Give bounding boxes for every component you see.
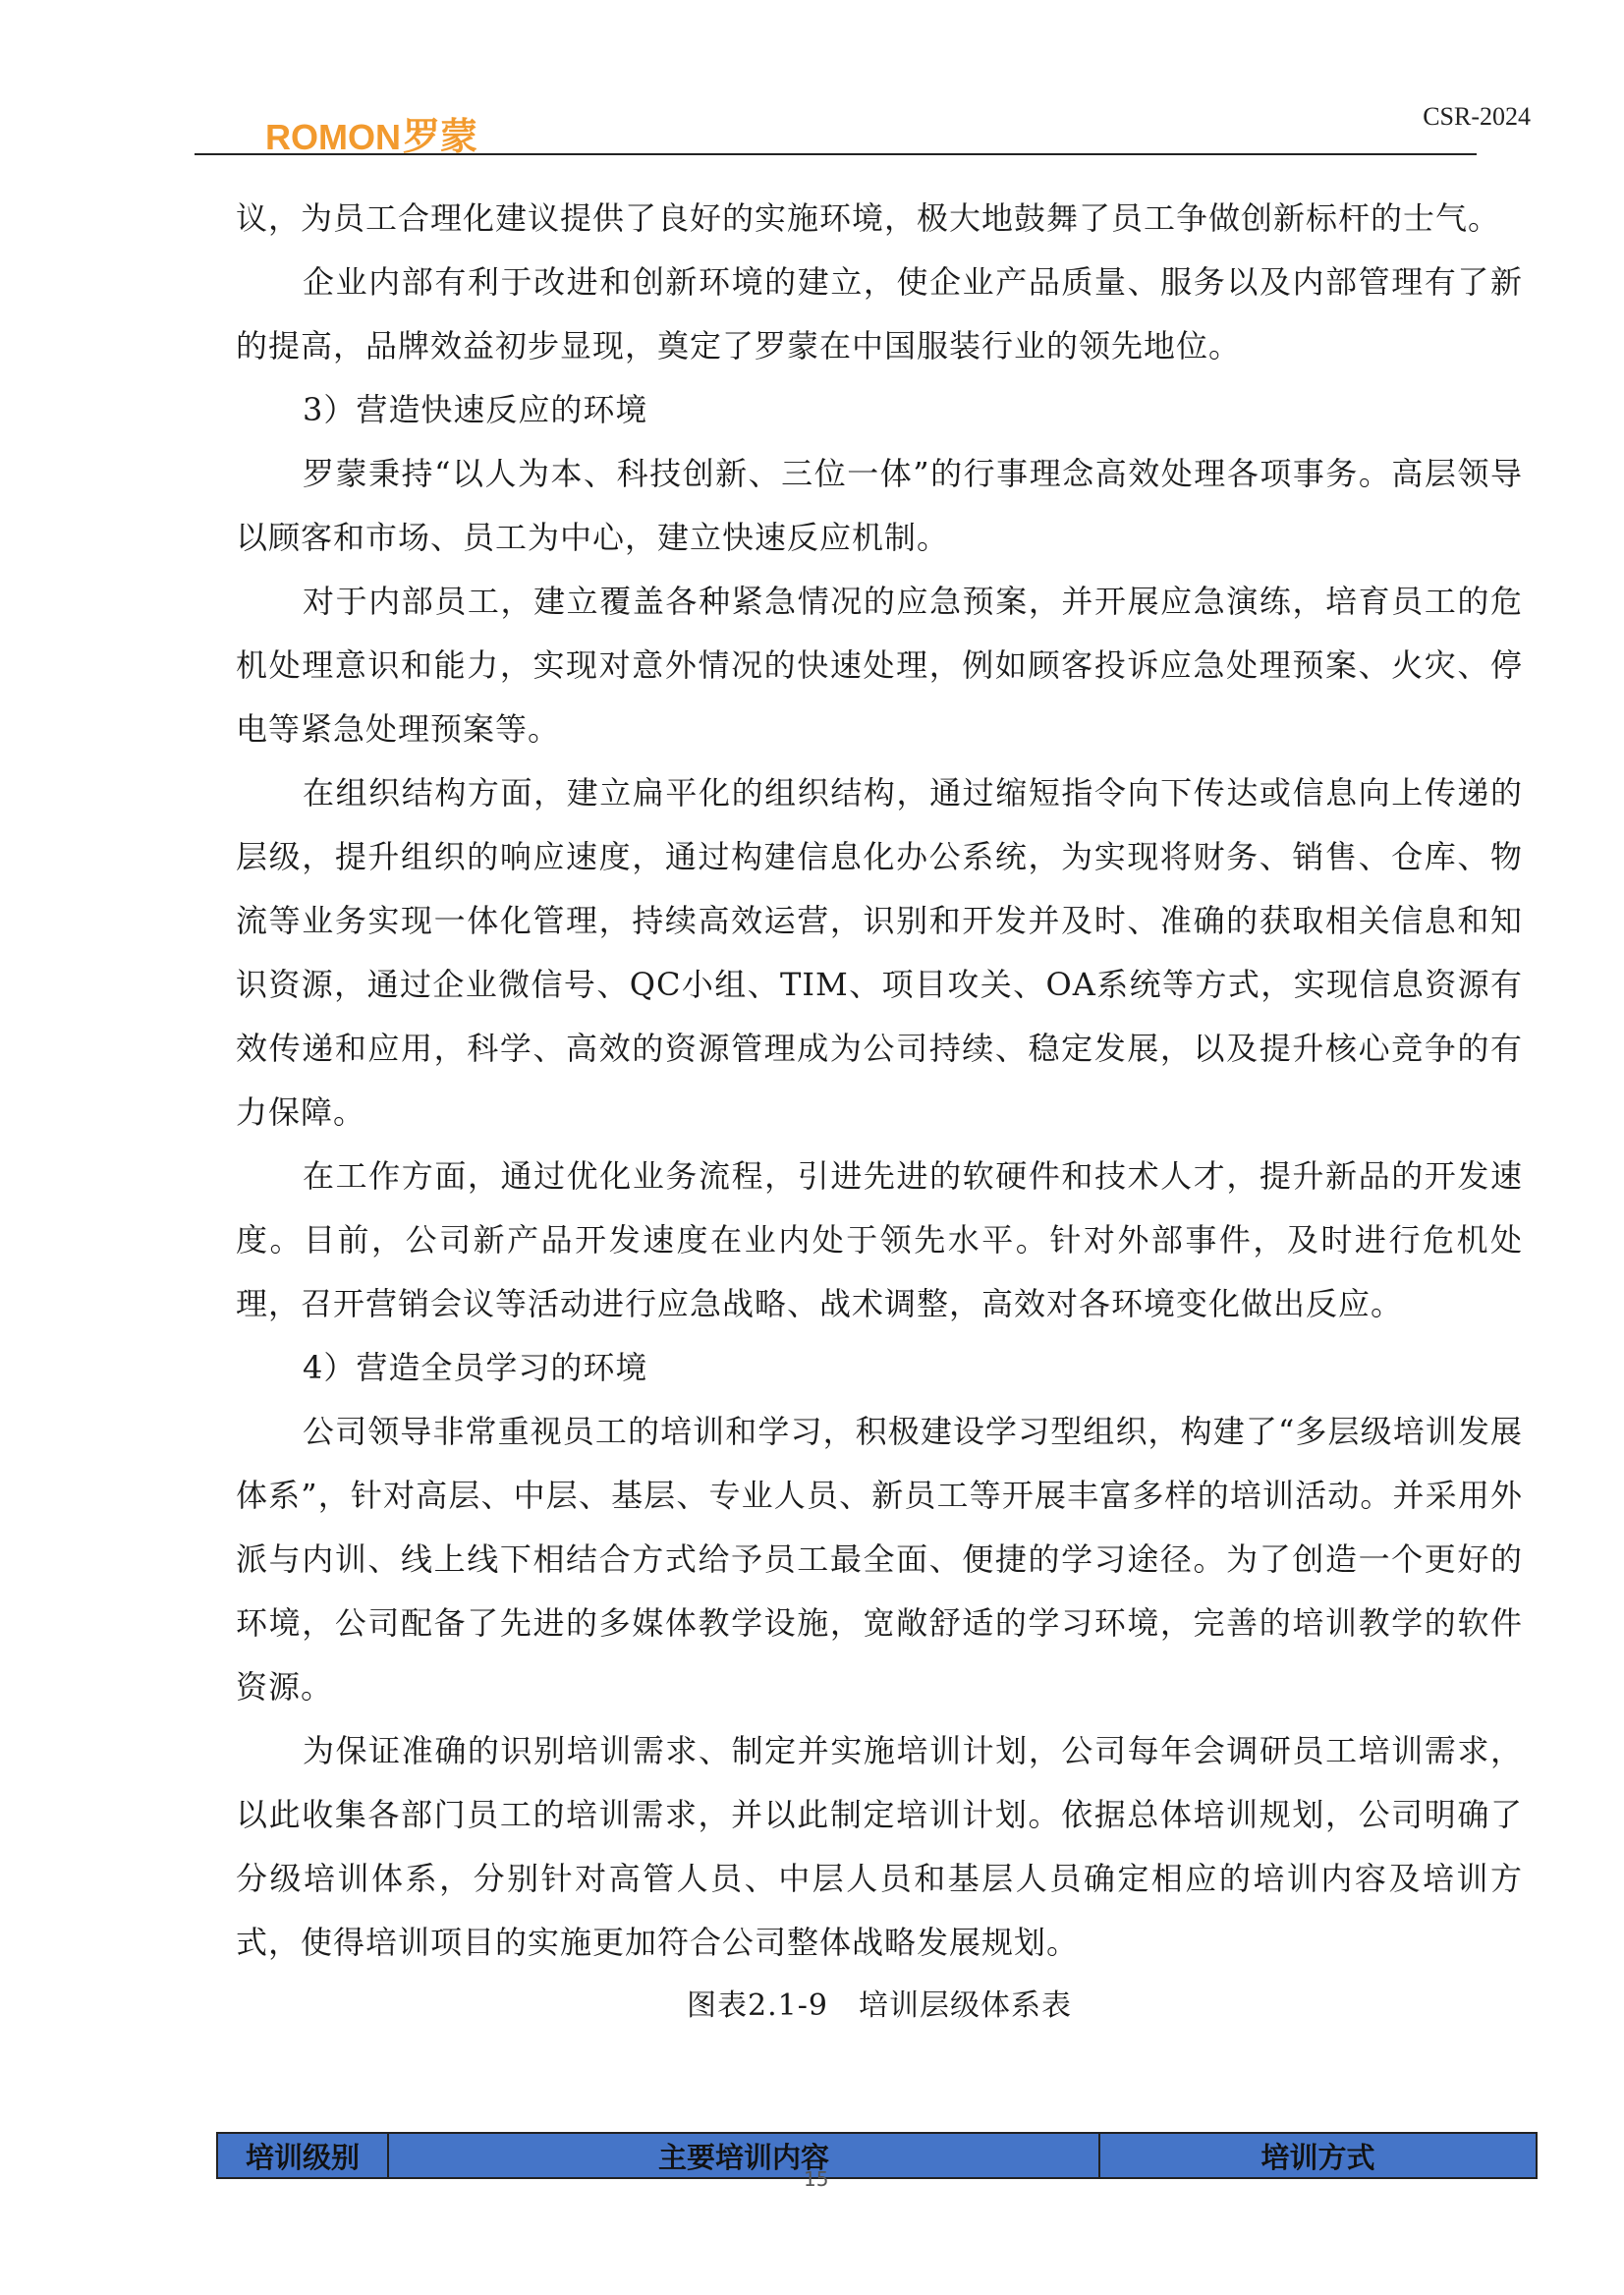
romon-logo	[265, 106, 477, 160]
paragraph-5: 对于内部员工，建立覆盖各种紧急情况的应急预案，并开展应急演练，培育员工的危机处理意识和能力，实现对意外情况的快速处理，例如顾客投诉应急处理预案、火灾、停电等紧急处理预案等。	[236, 583, 1523, 748]
section-heading-4: 4）营造全员学习的环境	[303, 1349, 648, 1386]
header-training-level: 培训级别	[217, 2133, 388, 2178]
header-training-method: 培训方式	[1099, 2133, 1537, 2178]
paragraph-9: 公司领导非常重视员工的培训和学习，积极建设学习型组织，构建了“多层级培训发展体系”，针对高层、中层、基层、专业人员、新员工等开展丰富多样的培训活动。并采用外派与内训、线上线下相结合方式给予员工最全面、便捷的学习途径。为了创造一个更好的环境，公司配备了先进的多媒体教学设施，宽敞舒适的学习环境，完善的培训教学的软件资源。	[236, 1413, 1523, 1706]
training-level-table	[216, 2132, 1538, 2179]
paragraph-7: 在工作方面，通过优化业务流程，引进先进的软硬件和技术人才，提升新品的开发速度。目前，公司新产品开发速度在业内处于领先水平。针对外部事件，及时进行危机处理，召开营销会议等活动进行应急战略、战术调整，高效对各环境变化做出反应。	[236, 1157, 1523, 1322]
paragraph-4: 罗蒙秉持“以人为本、科技创新、三位一体”的行事理念高效处理各项事务。高层领导以顾客和市场、员工为中心，建立快速反应机制。	[236, 455, 1523, 556]
body-text	[236, 187, 1523, 2036]
table-header-row	[217, 2133, 1537, 2178]
paragraph-10: 为保证准确的识别培训需求、制定并实施培训计划，公司每年会调研员工培训需求，以此收集各部门员工的培训需求，并以此制定培训计划。依据总体培训规划，公司明确了分级培训体系，分别针对高管人员、中层人员和基层人员确定相应的培训内容及培训方式，使得培训项目的实施更加符合公司整体战略发展规划。	[236, 1732, 1523, 1961]
logo-latin: ROMON	[265, 117, 401, 157]
header-divider	[195, 153, 1477, 155]
section-heading-3: 3）营造快速反应的环境	[303, 391, 648, 428]
logo-cn: 罗蒙	[403, 117, 478, 158]
doc-code: CSR-2024	[1423, 102, 1531, 131]
paragraph-2: 企业内部有利于改进和创新环境的建立，使企业产品质量、服务以及内部管理有了新的提高，品牌效益初步显现，奠定了罗蒙在中国服装行业的领先地位。	[236, 263, 1523, 364]
table-caption: 图表2.1-9 培训层级体系表	[687, 1988, 1072, 2023]
paragraph-1: 议，为员工合理化建议提供了良好的实施环境，极大地鼓舞了员工争做创新标杆的士气。	[236, 199, 1501, 237]
header-training-content: 主要培训内容	[388, 2133, 1099, 2178]
paragraph-6: 在组织结构方面，建立扁平化的组织结构，通过缩短指令向下传达或信息向上传递的层级，提升组织的响应速度，通过构建信息化办公系统，为实现将财务、销售、仓库、物流等业务实现一体化管理，持续高效运营，识别和开发并及时、准确的获取相关信息和知识资源，通过企业微信号、QC小组、TIM、项目攻关、OA系统等方式，实现信息资源有效传递和应用，科学、高效的资源管理成为公司持续、稳定发展，以及提升核心竞争的有力保障。	[236, 774, 1523, 1131]
page-number: 15	[804, 2167, 829, 2191]
